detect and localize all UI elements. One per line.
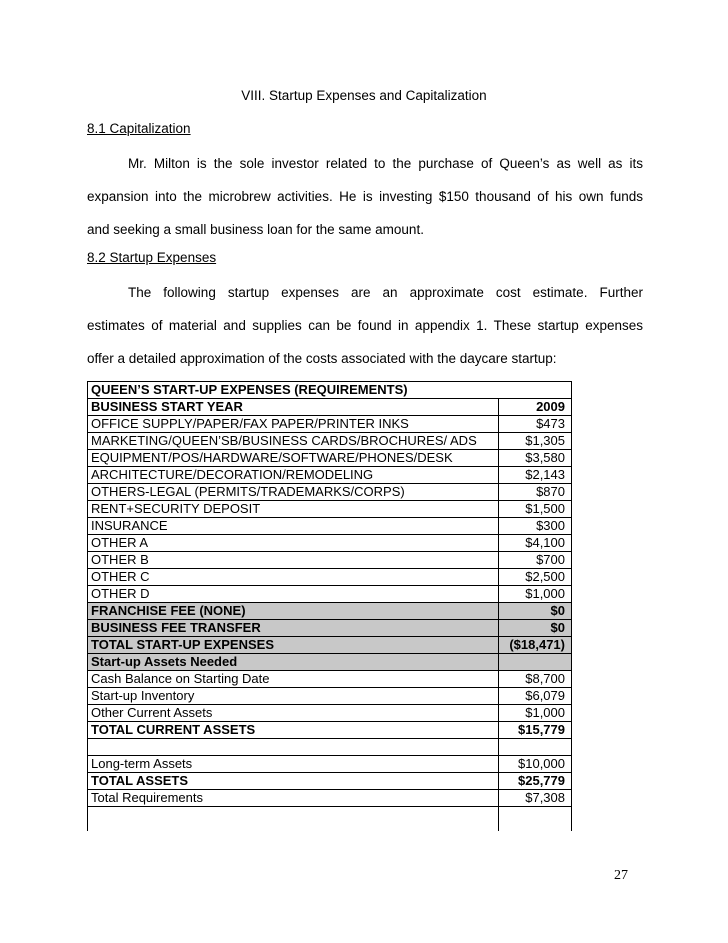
table-row — [87, 671, 572, 688]
row-label: Total Requirements — [88, 790, 499, 806]
table-row — [87, 518, 572, 535]
table-row-empty — [87, 807, 572, 831]
row-value — [499, 654, 571, 670]
row-value: 2009 — [536, 399, 565, 414]
row-value — [499, 807, 571, 831]
row-value: $10,000 — [518, 756, 565, 771]
row-label: Long-term Assets — [88, 756, 499, 772]
table-row — [87, 705, 572, 722]
table-header-row — [87, 381, 572, 399]
table-row — [87, 756, 572, 773]
row-value: $4,100 — [525, 535, 565, 550]
table-row — [87, 399, 572, 416]
row-label: TOTAL START-UP EXPENSES — [88, 637, 499, 653]
table-row-empty — [87, 739, 572, 756]
row-label: OTHER C — [88, 569, 499, 585]
row-value: ($18,471) — [499, 637, 571, 653]
paragraph-line: estimates of material and supplies can be found in appendix 1. These startup expenses — [87, 318, 643, 333]
paragraph-line: and seeking a small business loan for the same amount. — [87, 222, 424, 237]
table-row — [87, 773, 572, 790]
row-label: Start-up Inventory — [88, 688, 499, 704]
row-value: $2,500 — [525, 569, 565, 584]
startup-expenses-table — [87, 381, 572, 831]
row-label: Other Current Assets — [88, 705, 499, 721]
capitalization-paragraph — [87, 155, 643, 254]
row-label: BUSINESS START YEAR — [88, 399, 499, 415]
row-label: Start-up Assets Needed — [88, 654, 499, 670]
table-row — [87, 603, 572, 620]
row-label: ARCHITECTURE/DECORATION/REMODELING — [88, 467, 499, 483]
paragraph-line: The following startup expenses are an approximate cost estimate. Further — [128, 285, 643, 300]
table-row — [87, 586, 572, 603]
row-label: RENT+SECURITY DEPOSIT — [88, 501, 499, 517]
row-value: $1,305 — [525, 433, 565, 448]
row-label — [88, 807, 499, 831]
row-value: $3,580 — [525, 450, 565, 465]
startup-expenses-heading: 8.2 Startup Expenses — [87, 250, 217, 265]
row-value: $15,779 — [518, 722, 565, 737]
row-value: $25,779 — [518, 773, 565, 788]
table-row — [87, 433, 572, 450]
row-label: INSURANCE — [88, 518, 499, 534]
table-row — [87, 790, 572, 807]
row-value: $300 — [536, 518, 565, 533]
row-value — [499, 739, 571, 755]
table-row — [87, 535, 572, 552]
table-row — [87, 637, 572, 654]
page-title: VIII. Startup Expenses and Capitalization — [241, 88, 487, 103]
table-row — [87, 620, 572, 637]
row-value: $1,500 — [525, 501, 565, 516]
table-row — [87, 416, 572, 433]
row-label: MARKETING/QUEEN’SB/BUSINESS CARDS/BROCHURES/ ADS — [88, 433, 499, 449]
table-header: QUEEN’S START-UP EXPENSES (REQUIREMENTS) — [91, 382, 408, 397]
row-value: $0 — [499, 620, 571, 636]
row-label: BUSINESS FEE TRANSFER — [88, 620, 499, 636]
row-label: TOTAL CURRENT ASSETS — [88, 722, 499, 738]
row-value: $1,000 — [525, 586, 565, 601]
paragraph-line: offer a detailed approximation of the costs associated with the daycare startup: — [87, 351, 557, 366]
table-row — [87, 569, 572, 586]
paragraph-line: Mr. Milton is the sole investor related to the purchase of Queen’s as well as its — [128, 156, 643, 171]
row-value: $1,000 — [525, 705, 565, 720]
startup-expenses-paragraph — [87, 284, 643, 383]
table-row — [87, 501, 572, 518]
row-label: OTHER B — [88, 552, 499, 568]
row-value: $700 — [536, 552, 565, 567]
row-label: Cash Balance on Starting Date — [88, 671, 499, 687]
row-label: OTHERS-LEGAL (PERMITS/TRADEMARKS/CORPS) — [88, 484, 499, 500]
table-row — [87, 467, 572, 484]
row-value: $870 — [536, 484, 565, 499]
table-row — [87, 450, 572, 467]
row-value: $8,700 — [525, 671, 565, 686]
row-value: $7,308 — [525, 790, 565, 805]
table-row — [87, 688, 572, 705]
row-label: OTHER D — [88, 586, 499, 602]
row-label: TOTAL ASSETS — [88, 773, 499, 789]
row-label: FRANCHISE FEE (NONE) — [88, 603, 499, 619]
row-value: $473 — [536, 416, 565, 431]
row-value: $0 — [499, 603, 571, 619]
row-label — [88, 739, 499, 755]
capitalization-heading: 8.1 Capitalization — [87, 121, 191, 136]
row-label: EQUIPMENT/POS/HARDWARE/SOFTWARE/PHONES/DESK — [88, 450, 499, 466]
table-row — [87, 552, 572, 569]
row-label: OFFICE SUPPLY/PAPER/FAX PAPER/PRINTER INKS — [88, 416, 499, 432]
page-number: 27 — [614, 868, 628, 883]
table-row — [87, 722, 572, 739]
row-label: OTHER A — [88, 535, 499, 551]
row-value: $2,143 — [525, 467, 565, 482]
table-row — [87, 484, 572, 501]
row-value: $6,079 — [525, 688, 565, 703]
paragraph-line: expansion into the microbrew activities. He is investing $150 thousand of his own funds — [87, 189, 643, 204]
table-row — [87, 654, 572, 671]
